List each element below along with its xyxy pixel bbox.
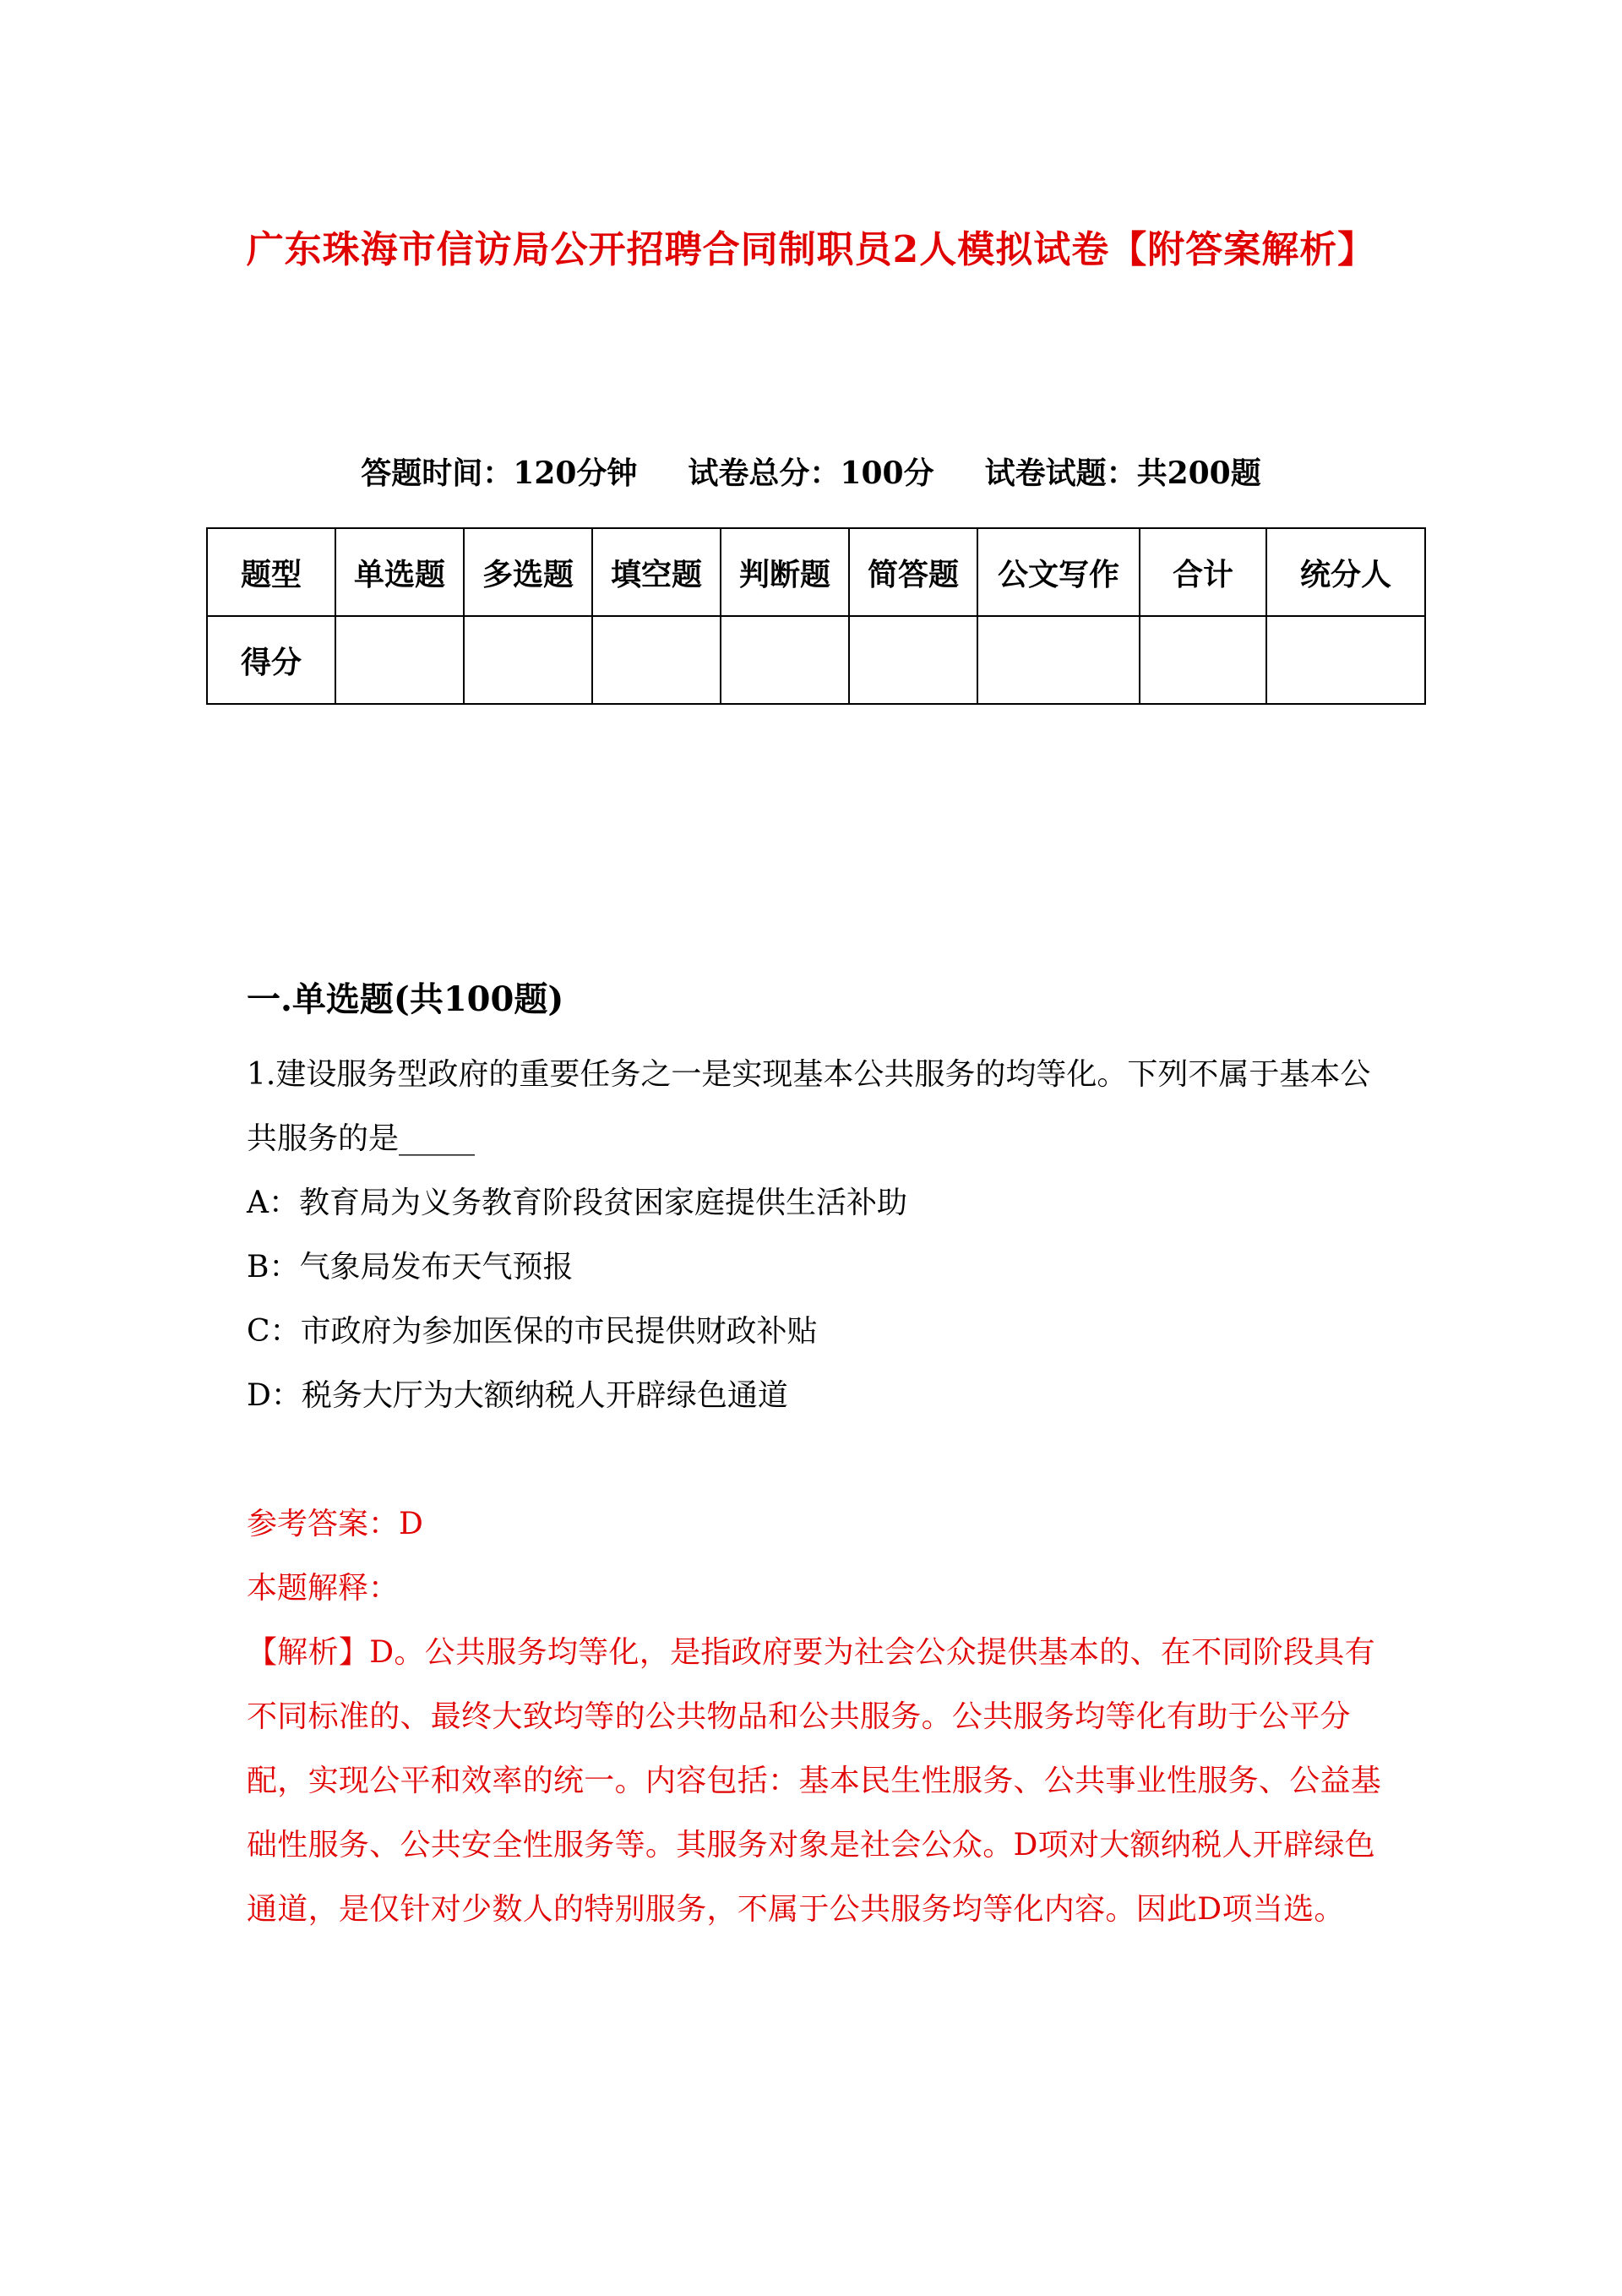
section-title: 一.单选题(共100题): [247, 979, 564, 1019]
score-row-label: 得分: [207, 616, 335, 704]
answer-block: [247, 1492, 1387, 1942]
score-table-header-row: [207, 528, 1425, 616]
option-a: A：教育局为义务教育阶段贫困家庭提供生活补助: [247, 1186, 907, 1220]
exam-time: 答题时间：120分钟: [361, 455, 638, 491]
option-d: D：税务大厅为大额纳税人开辟绿色通道: [247, 1378, 788, 1413]
question-options: [247, 1171, 1379, 1428]
score-table-score-row: [207, 616, 1425, 704]
score-table-header: 简答题: [849, 528, 977, 616]
score-table-header: 统分人: [1266, 528, 1425, 616]
explanation-label: 本题解释：: [247, 1571, 400, 1606]
score-table-header: 单选题: [335, 528, 464, 616]
answer-label: 参考答案：D: [247, 1507, 423, 1541]
question-stem: 1.建设服务型政府的重要任务之一是实现基本公共服务的均等化。下列不属于基本公共服务的是_____: [247, 1057, 1371, 1156]
score-table-header: 判断题: [721, 528, 849, 616]
score-table-header: 公文写作: [977, 528, 1140, 616]
option-b: B：气象局发布天气预报: [247, 1250, 574, 1284]
option-c: C：市政府为参加医保的市民提供财政补贴: [247, 1314, 818, 1349]
score-cell: [335, 616, 464, 704]
score-table: [206, 527, 1426, 705]
score-table-header: 题型: [207, 528, 335, 616]
score-table-header: 合计: [1140, 528, 1266, 616]
document-title: 广东珠海市信访局公开招聘合同制职员2人模拟试卷【附答案解析】: [246, 228, 1376, 271]
score-table-header: 多选题: [464, 528, 592, 616]
score-table-header: 填空题: [592, 528, 721, 616]
score-cell: [849, 616, 977, 704]
score-cell: [464, 616, 592, 704]
explanation-text: 【解析】D。公共服务均等化，是指政府要为社会公众提供基本的、在不同阶段具有不同标准的、最终大致均等的公共物品和公共服务。公共服务均等化有助于公平分配，实现公平和效率的统一。内容包括：基本民生性服务、公共事业性服务、公益基础性服务、公共安全性服务等。其服务对象是社会公众。D项对大额纳税人开辟绿色通道，是仅针对少数人的特别服务，不属于公共服务均等化内容。因此D项当选。: [247, 1635, 1382, 1927]
score-cell: [1266, 616, 1425, 704]
score-cell: [977, 616, 1140, 704]
exam-info: [203, 448, 1419, 499]
score-cell: [721, 616, 849, 704]
exam-total-score: 试卷总分：100分: [688, 455, 934, 491]
score-cell: [592, 616, 721, 704]
exam-question-count: 试卷试题：共200题: [984, 455, 1261, 491]
score-cell: [1140, 616, 1266, 704]
